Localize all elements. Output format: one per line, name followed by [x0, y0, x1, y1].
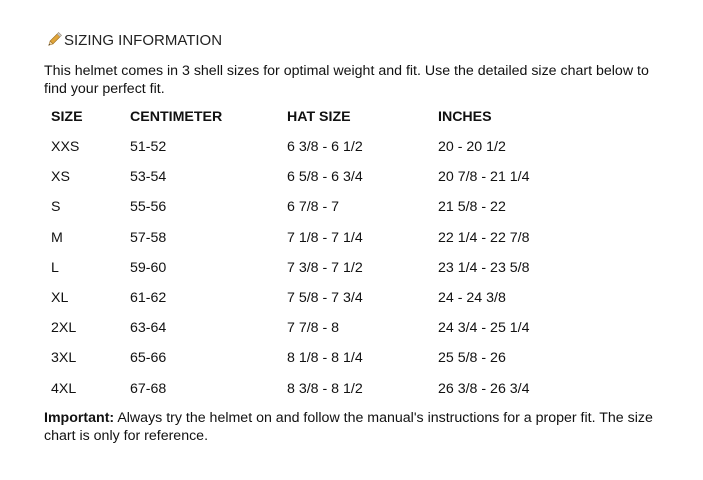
- table-row: [44, 343, 638, 373]
- cell-size: 2XL: [51, 320, 77, 337]
- cell-centimeter: 67-68: [130, 380, 167, 397]
- cell-size: M: [51, 229, 63, 246]
- table-row: [44, 223, 638, 253]
- size-chart-table: [44, 102, 638, 404]
- note-text: Always try the helmet on and follow the manual's instructions for a proper fit. The size chart is only for reference.: [44, 410, 653, 444]
- cell-inches: 23 1/4 - 23 5/8: [438, 259, 530, 276]
- cell-centimeter: 53-54: [130, 169, 167, 186]
- sizing-heading: [45, 30, 222, 50]
- header-centimeter: CENTIMETER: [130, 109, 223, 125]
- intro-paragraph: This helmet comes in 3 shell sizes for optimal weight and fit. Use the detailed size chart below to find your perfect fit.: [44, 63, 649, 97]
- cell-hat-size: 8 3/8 - 8 1/2: [287, 380, 363, 397]
- cell-centimeter: 57-58: [130, 229, 167, 246]
- table-row: [44, 374, 638, 404]
- cell-inches: 21 5/8 - 22: [438, 199, 506, 216]
- cell-inches: 26 3/8 - 26 3/4: [438, 380, 530, 397]
- cell-inches: 20 7/8 - 21 1/4: [438, 169, 530, 186]
- table-row: [44, 283, 638, 313]
- pencil-icon: [45, 31, 63, 49]
- note-label: Important:: [44, 410, 115, 426]
- cell-centimeter: 55-56: [130, 199, 167, 216]
- cell-hat-size: 7 7/8 - 8: [287, 320, 340, 337]
- cell-hat-size: 7 3/8 - 7 1/2: [287, 259, 363, 276]
- cell-size: 3XL: [51, 350, 77, 367]
- important-note: [44, 409, 684, 445]
- cell-centimeter: 51-52: [130, 139, 167, 156]
- heading-text: SIZING INFORMATION: [64, 31, 223, 49]
- cell-hat-size: 7 1/8 - 7 1/4: [287, 229, 363, 246]
- header-hat-size: HAT SIZE: [287, 109, 351, 125]
- table-row: [44, 192, 638, 222]
- cell-size: S: [51, 199, 61, 216]
- table-row: [44, 253, 638, 283]
- cell-hat-size: 6 7/8 - 7: [287, 199, 340, 216]
- cell-centimeter: 65-66: [130, 350, 167, 367]
- cell-size: L: [51, 259, 59, 276]
- cell-size: 4XL: [51, 380, 77, 397]
- cell-size: XXS: [51, 139, 80, 156]
- cell-centimeter: 63-64: [130, 320, 167, 337]
- cell-inches: 20 - 20 1/2: [438, 139, 506, 156]
- cell-centimeter: 61-62: [130, 290, 167, 307]
- table-row: [44, 162, 638, 192]
- cell-centimeter: 59-60: [130, 259, 167, 276]
- header-size: SIZE: [51, 109, 83, 125]
- cell-hat-size: 8 1/8 - 8 1/4: [287, 350, 363, 367]
- cell-inches: 22 1/4 - 22 7/8: [438, 229, 530, 246]
- cell-size: XL: [51, 290, 69, 307]
- table-row: [44, 313, 638, 343]
- header-inches: INCHES: [438, 109, 492, 125]
- cell-inches: 25 5/8 - 26: [438, 350, 506, 367]
- cell-size: XS: [51, 169, 70, 186]
- cell-hat-size: 6 3/8 - 6 1/2: [287, 139, 363, 156]
- table-row: [44, 132, 638, 162]
- cell-hat-size: 6 5/8 - 6 3/4: [287, 169, 363, 186]
- cell-inches: 24 3/4 - 25 1/4: [438, 320, 530, 337]
- cell-hat-size: 7 5/8 - 7 3/4: [287, 290, 363, 307]
- table-header-row: [44, 102, 638, 132]
- cell-inches: 24 - 24 3/8: [438, 290, 506, 307]
